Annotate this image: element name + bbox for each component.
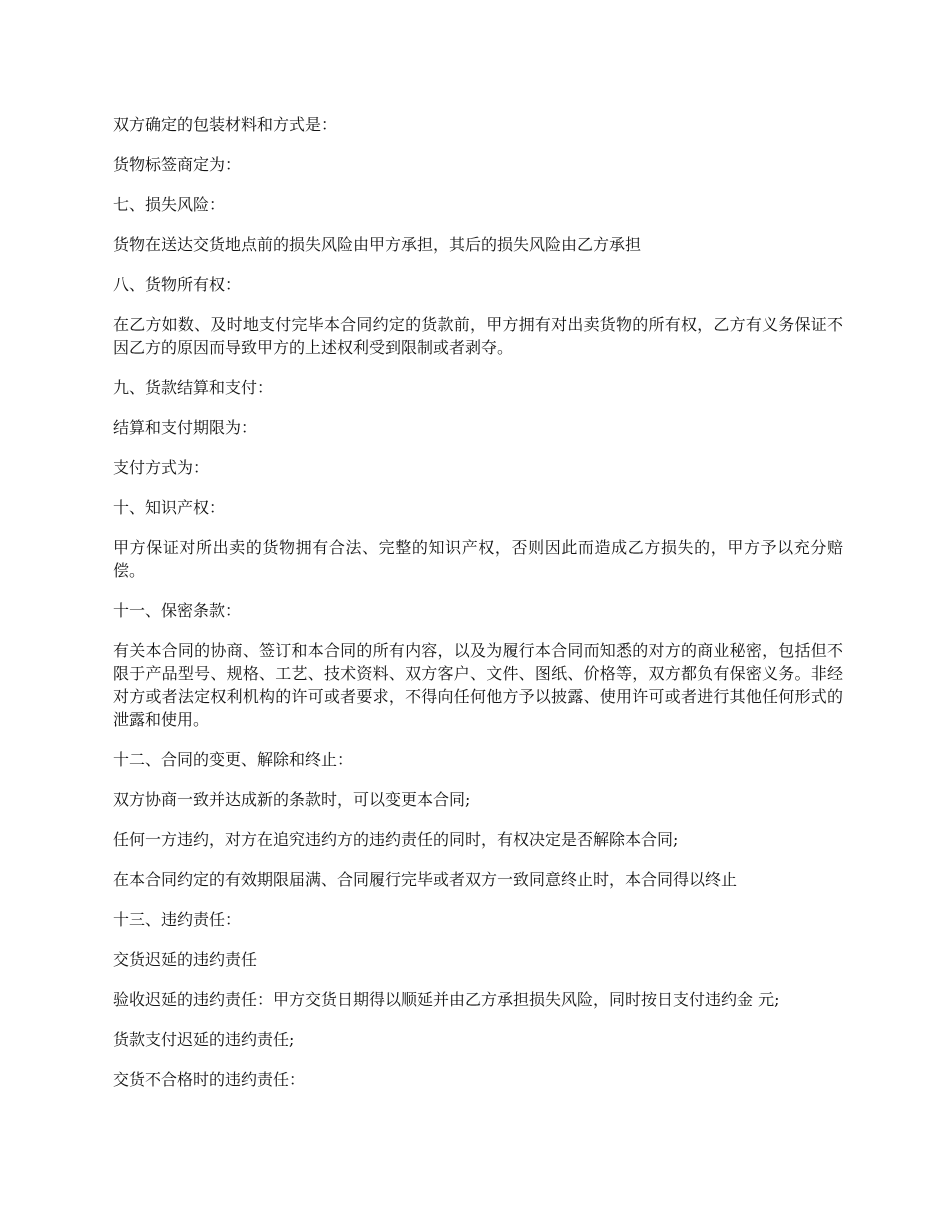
section-heading-termination: 十二、合同的变更、解除和终止：	[113, 750, 354, 769]
packaging-clause: 双方确定的包装材料和方式是：	[113, 115, 338, 134]
label-clause: 货物标签商定为：	[113, 155, 242, 174]
risk-clause: 货物在送达交货地点前的损失风险由甲方承担，其后的损失风险由乙方承担	[113, 235, 642, 254]
ownership-clause: 在乙方如数、及时地支付完毕本合同约定的货款前，甲方拥有对出卖货物的所有权，乙方有义务保证不因乙方的原因而导致甲方的上述权利受到限制或者剥夺。	[113, 315, 843, 357]
termination-clause: 在本合同约定的有效期限届满、合同履行完毕或者双方一致同意终止时，本合同得以终止	[113, 870, 738, 889]
nonconforming-delivery-clause: 交货不合格时的违约责任：	[113, 1070, 306, 1089]
document-body	[113, 113, 843, 1108]
ip-clause: 甲方保证对所出卖的货物拥有合法、完整的知识产权，否则因此而造成乙方损失的，甲方予以充分赔偿。	[113, 538, 843, 580]
section-heading-liability: 十三、违约责任：	[113, 910, 242, 929]
section-heading-risk: 七、损失风险：	[113, 195, 226, 214]
delivery-delay-clause: 交货迟延的违约责任	[113, 950, 258, 969]
confidentiality-clause: 有关本合同的协商、签订和本合同的所有内容，以及为履行本合同而知悉的对方的商业秘密，包括但不限于产品型号、规格、工艺、技术资料、双方客户、文件、图纸、价格等，双方都负有保密义务。非经对方或者法定权利机构的许可或者要求，不得向任何他方予以披露、使用许可或者进行其他任何形式的泄露和使用。	[113, 641, 843, 729]
section-heading-payment: 九、货款结算和支付：	[113, 378, 274, 397]
payment-term-clause: 结算和支付期限为：	[113, 418, 258, 437]
rescission-clause: 任何一方违约，对方在追究违约方的违约责任的同时，有权决定是否解除本合同;	[113, 830, 679, 849]
acceptance-delay-clause: 验收迟延的违约责任：甲方交货日期得以顺延并由乙方承担损失风险，同时按日支付违约金 元;	[113, 990, 780, 1009]
section-heading-ip: 十、知识产权：	[113, 498, 226, 517]
payment-delay-clause: 货款支付迟延的违约责任;	[113, 1030, 295, 1049]
section-heading-ownership: 八、货物所有权：	[113, 275, 242, 294]
amendment-clause: 双方协商一致并达成新的条款时，可以变更本合同;	[113, 790, 471, 809]
section-heading-confidentiality: 十一、保密条款：	[113, 601, 242, 620]
payment-method-clause: 支付方式为：	[113, 458, 210, 477]
